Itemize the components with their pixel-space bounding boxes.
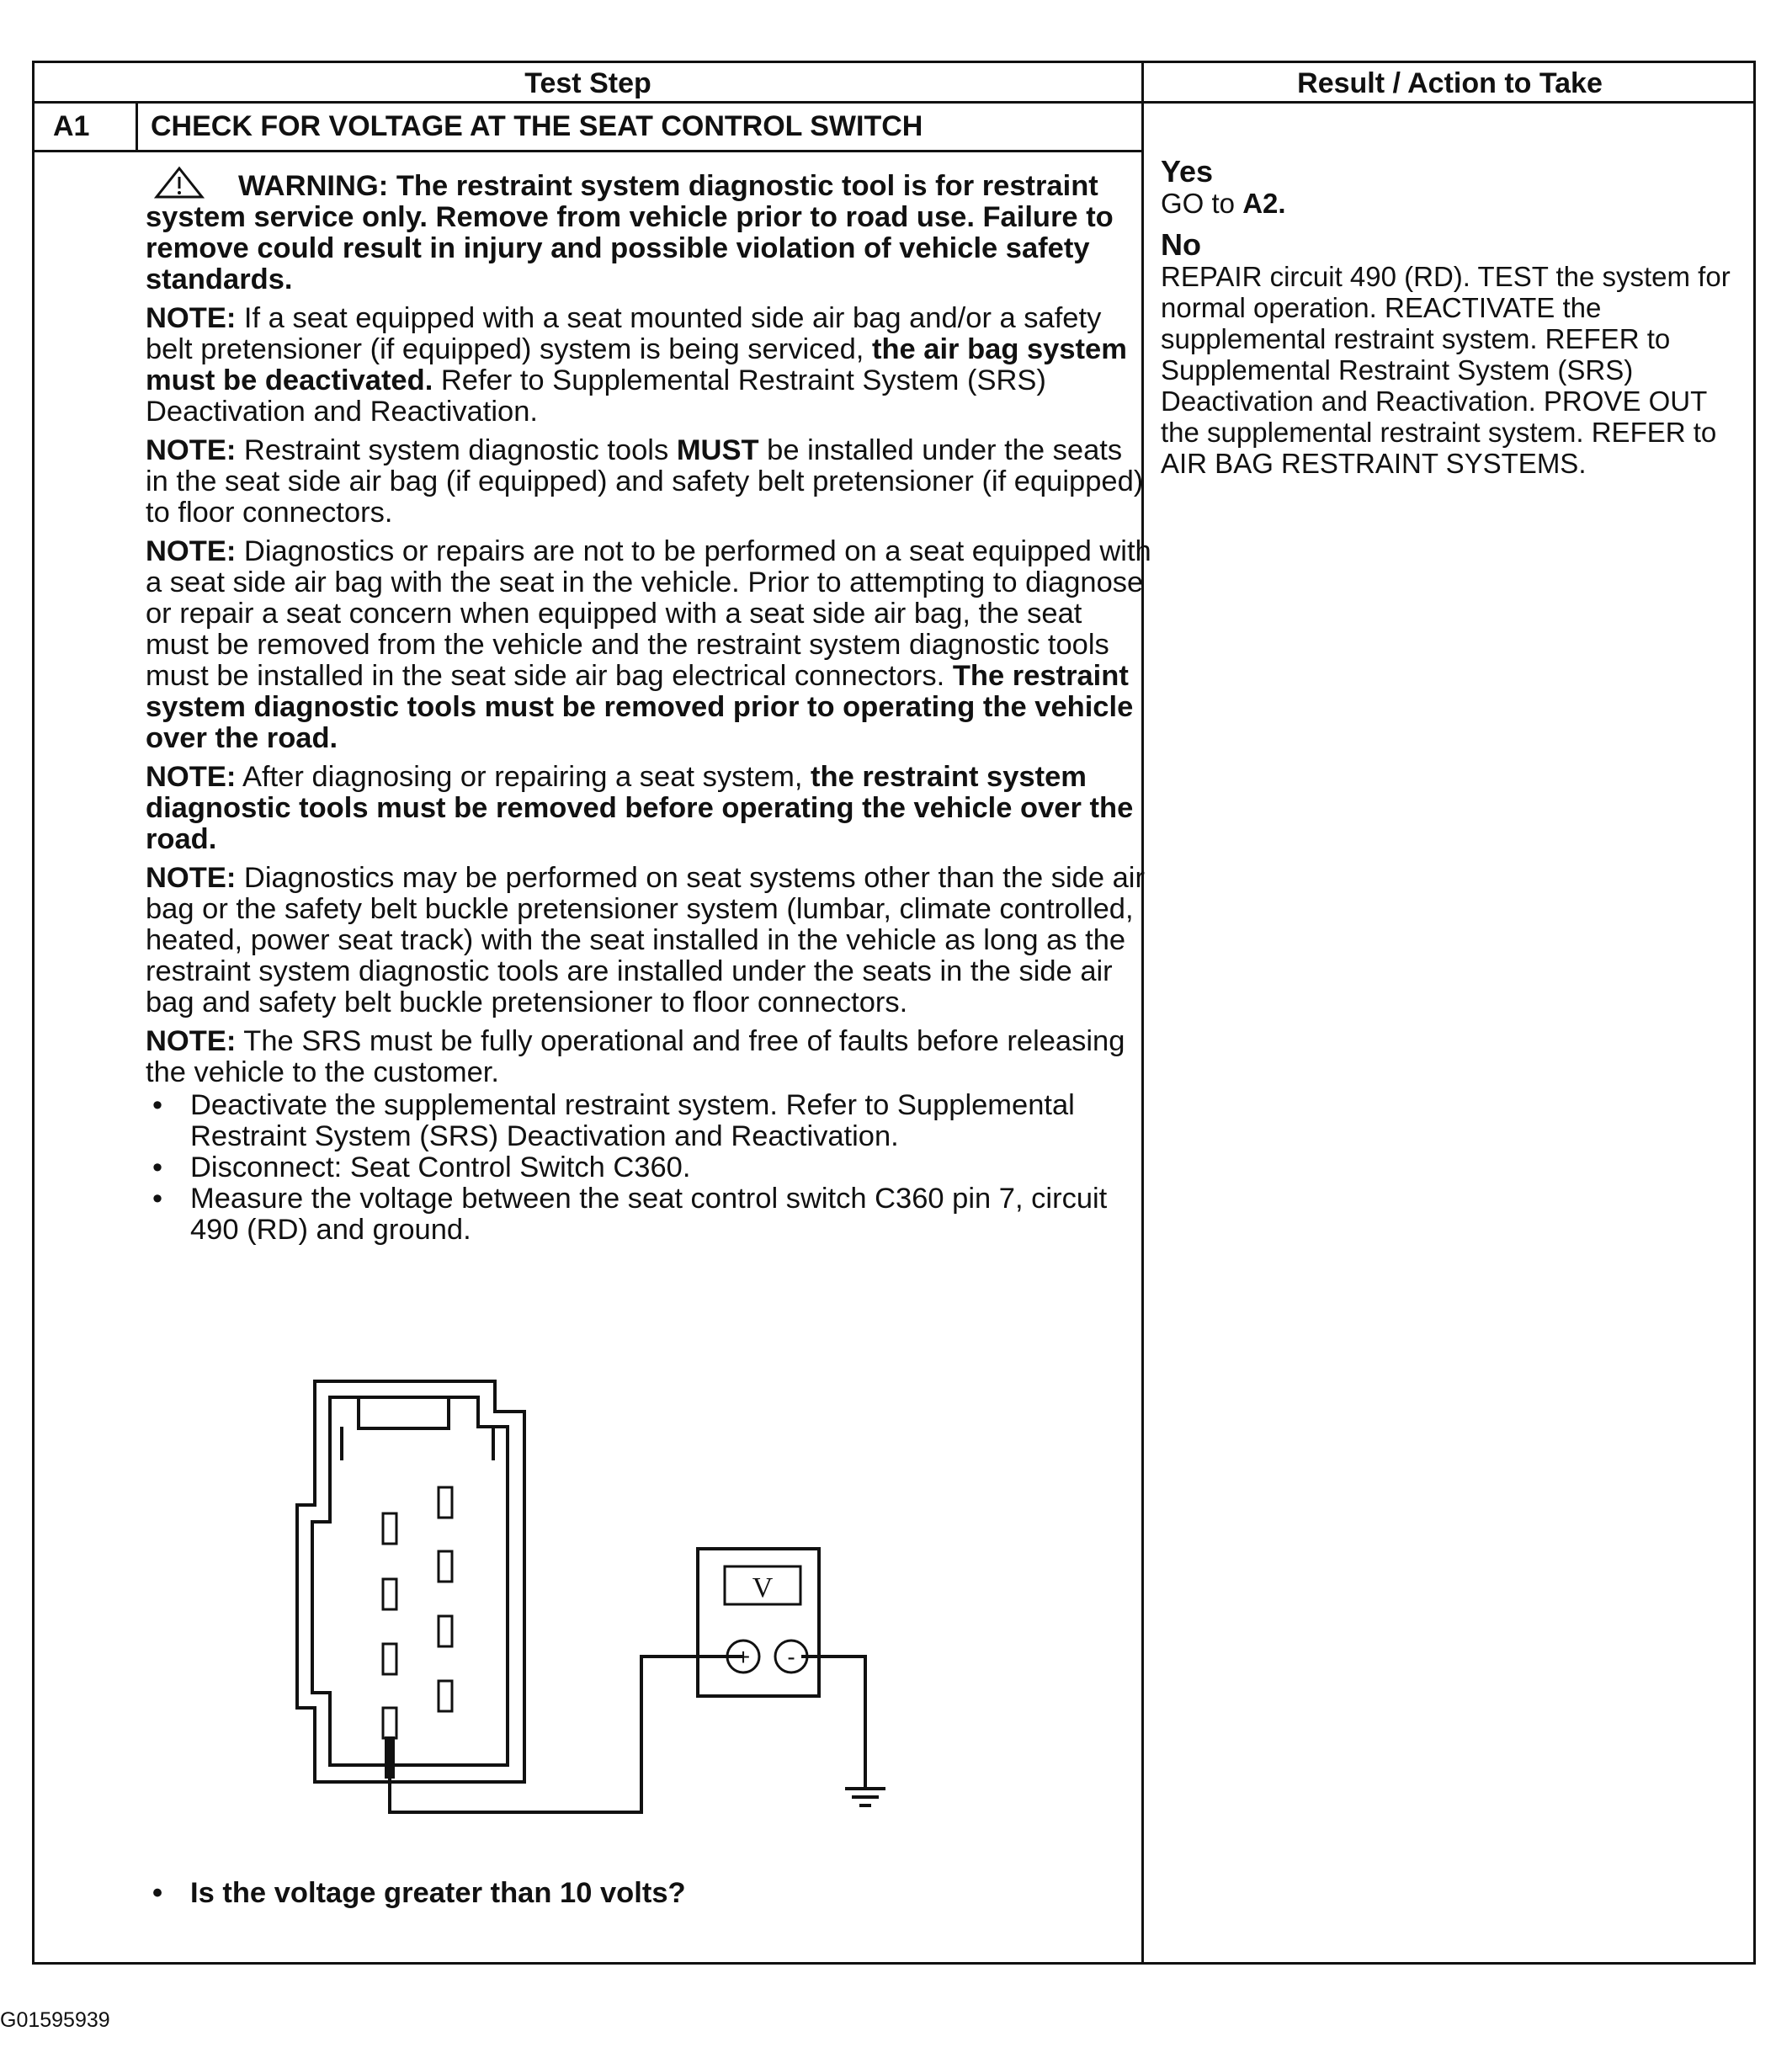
question-list [146,1878,1114,1909]
document-id: G01595939 [0,2008,110,2032]
warning-text: WARNING: The restraint system diagnostic tool is for restraint system service only. Remove from vehicle prior to road use. Failure to remove could result in injury and possible violation of vehicle safety standards. [146,170,1114,295]
question-row [146,1878,1114,1909]
plus-symbol: + [736,1644,751,1670]
note-5-text: Diagnostics may be performed on seat systems other than the side air bag or the safety belt buckle pretensioner system (lumbar, climate controlled, heated, power seat track) with the seat installed in the vehicle as long as the restraint system diagnostic tools are installed under the seats in the side air bag and safety belt buckle pretensioner to floor connectors. [146,862,1145,1018]
pin-slot [383,1708,396,1738]
pin-slot [383,1513,396,1544]
note-label: NOTE: [146,1025,237,1057]
pin-slot [439,1487,452,1518]
note-4-text-a: After diagnosing or repairing a seat system, [242,761,803,793]
ground-wire [801,1657,865,1789]
step-id: A1 [53,110,90,142]
note-label: NOTE: [146,535,237,567]
minus-symbol: - [787,1644,795,1670]
step-item: • Measure the voltage between the seat control switch C360 pin 7, circuit 490 (RD) and ground. [146,1183,1151,1246]
note-2-text-c: be installed under the seats in the seat side air bag (if equipped) and safety belt pretensioner (if equipped) to floor connectors. [146,434,1144,529]
note-label: NOTE: [146,862,237,894]
pin-slot [383,1644,396,1674]
no-label: No [1161,227,1201,262]
pin-slot [439,1616,452,1646]
connector-lock-tab-side [342,1427,493,1460]
yes-label: Yes [1161,154,1214,189]
note-1-text-c: Refer to Supplemental Restraint System (SRS) Deactivation and Reactivation. [146,364,1046,428]
connector-voltmeter-diagram [35,63,1144,1962]
note-3-text-a: Diagnostics or repairs are not to be performed on a seat equipped with a seat side air bag with the seat in the vehicle. Prior to attempting to diagnose or repair a seat concern when equipped with a seat side air bag, the seat must be removed from the vehicle and the restraint system diagnostic tools must be installed in the seat side air bag electrical connectors. [146,535,1151,692]
note-1-text-a: If a seat equipped with a seat mounted side air bag and/or a safety belt pretensioner (if equipped) system is being serviced, [146,302,1102,365]
note-2-text-b: MUST [676,434,759,466]
connector-lock-tab [359,1397,449,1428]
yes-text-a: GO to [1161,188,1236,219]
no-text: REPAIR circuit 490 (RD). TEST the system for normal operation. REACTIVATE the supplemental restraint system. REFER to Supplemental Restraint System (SRS) Deactivation and Reactivation. PROVE OUT the supplemental restraint system. REFER to AIR BAG RESTRAINT SYSTEMS. [1161,261,1731,479]
yes-action [1161,188,1750,219]
note-label: NOTE: [146,434,237,466]
test-step-table [32,61,1756,1965]
note-1-text-b: the air bag system must be deactivated. [146,333,1127,396]
meter-unit-label: V [752,1572,774,1603]
note-6-text: The SRS must be fully operational and free of faults before releasing the vehicle to the customer. [146,1025,1125,1088]
pin-slot [439,1551,452,1582]
result-body [1161,156,1750,479]
note-label: NOTE: [146,302,237,334]
note-3-text-b: The restraint system diagnostic tools must be removed prior to operating the vehicle over the road. [146,660,1134,754]
note-2-text-a: Restraint system diagnostic tools [243,434,669,466]
pin-slot [383,1579,396,1609]
yes-text-b: A2. [1242,188,1286,219]
question-text: • Is the voltage greater than 10 volts? [146,1878,1114,1909]
note-4-text-b: the restraint system diagnostic tools must be removed before operating the vehicle over the road. [146,761,1134,855]
pin-slot [439,1681,452,1711]
note-label: NOTE: [146,761,237,793]
step-item: • Disconnect: Seat Control Switch C360. [146,1152,1151,1183]
step-title: CHECK FOR VOLTAGE AT THE SEAT CONTROL SWITCH [151,110,923,142]
test-step-header: Test Step [524,66,651,99]
result-header: Result / Action to Take [1297,66,1603,99]
step-item: • Deactivate the supplemental restraint system. Refer to Supplemental Restraint System (SRS) Deactivation and Reactivation. [146,1090,1151,1152]
